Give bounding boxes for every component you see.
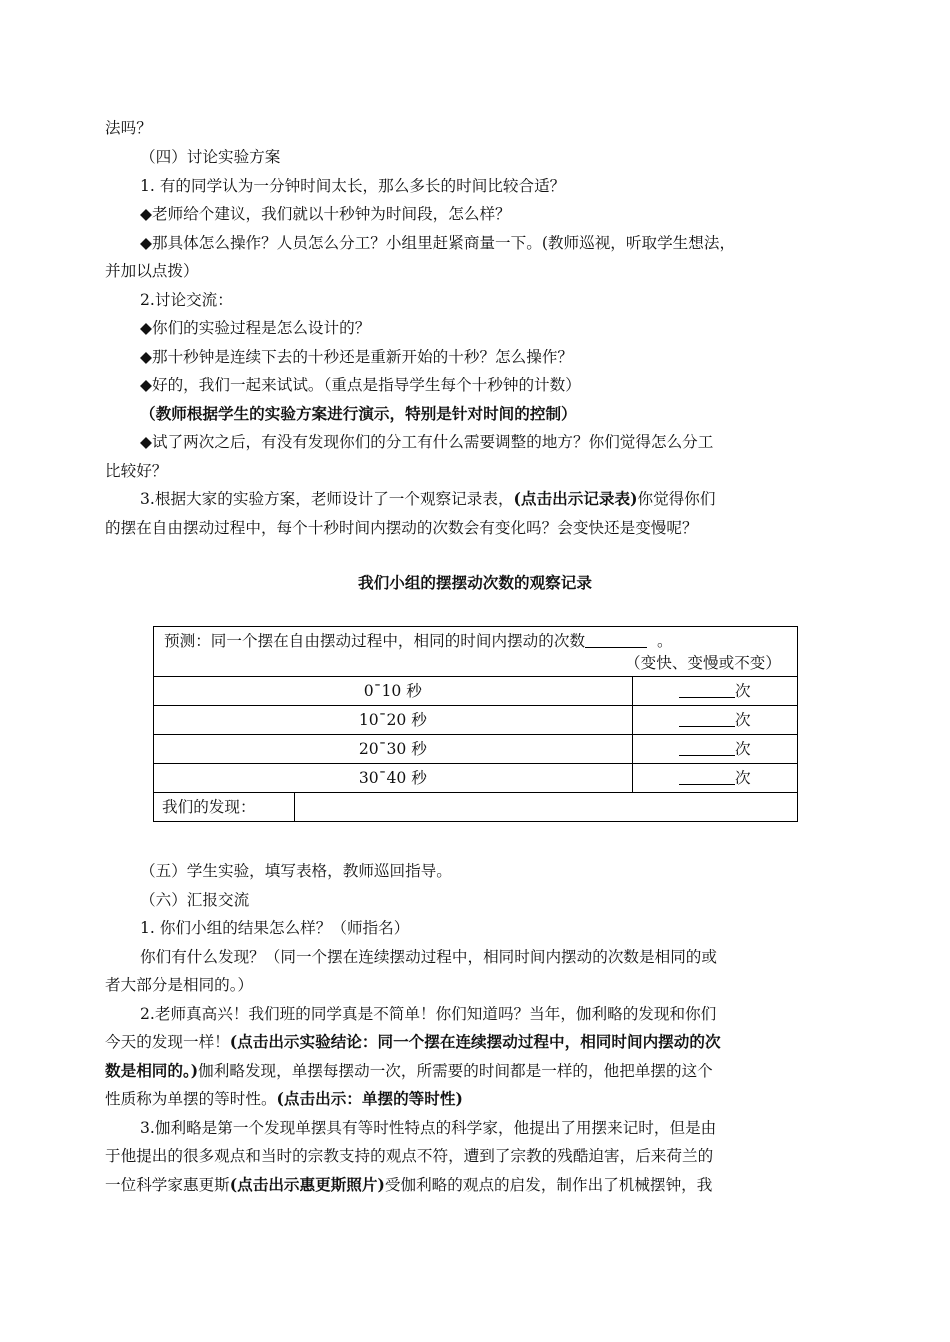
paragraph-line: 并加以点拨）	[105, 262, 199, 280]
count-unit: 次	[735, 682, 751, 700]
paragraph-line	[140, 488, 850, 510]
text-span: 性质称为单摆的等时性。	[105, 1090, 277, 1108]
paragraph-line: 你们有什么发现？（同一个摆在连续摆动过程中，相同时间内摆动的次数是相同的或	[140, 948, 717, 966]
count-blank	[679, 710, 735, 727]
text-span: 你觉得你们	[637, 490, 716, 508]
bullet-line: ◆你们的实验过程是怎么设计的？	[140, 319, 371, 337]
text-span: 一位科学家惠更斯	[105, 1176, 230, 1194]
bold-note: （教师根据学生的实验方案进行演示，特别是针对时间的控制）	[140, 404, 577, 423]
bold-note: 数是相同的。)	[105, 1061, 199, 1080]
prediction-cell	[154, 627, 798, 677]
prediction-options: （变快、变慢或不变）	[625, 654, 781, 672]
paragraph-line: 的摆在自由摆动过程中，每个十秒时间内摆动的次数会有变化吗？会变快还是变慢呢？	[105, 519, 698, 537]
paragraph-line: 者大部分是相同的。）	[105, 976, 254, 994]
table-row	[154, 735, 798, 764]
paragraph-line: 于他提出的很多观点和当时的宗教支持的观点不符，遭到了宗教的残酷迫害，后来荷兰的	[105, 1147, 714, 1165]
prediction-text	[164, 627, 787, 652]
paragraph-line: 2.讨论交流：	[140, 291, 233, 309]
findings-cell	[295, 793, 798, 822]
prediction-label: 预测：同一个摆在自由摆动过程中，相同的时间内摆动的次数	[164, 632, 586, 650]
count-blank	[679, 681, 735, 698]
count-unit: 次	[735, 711, 751, 729]
table-row	[154, 764, 798, 793]
count-cell	[632, 706, 797, 735]
paragraph-line	[105, 1031, 850, 1053]
text-span: 今天的发现一样！	[105, 1033, 230, 1051]
paragraph-line: 1. 你们小组的结果怎么样？（师指名）	[140, 919, 410, 937]
bullet-line: ◆老师给个建议，我们就以十秒钟为时间段，怎么样？	[140, 205, 511, 223]
section-heading-4: （四）讨论实验方案	[140, 148, 281, 166]
bullet-line: ◆那具体怎么操作？人员怎么分工？小组里赶紧商量一下。(教师巡视，听取学生想法，	[140, 234, 736, 252]
bold-note: (点击出示实验结论：同一个摆在连续摆动过程中，相同时间内摆动的次	[229, 1032, 721, 1051]
count-blank	[679, 768, 735, 785]
prediction-row	[154, 627, 798, 677]
bold-note: (点击出示惠更斯照片)	[229, 1175, 385, 1194]
table-row	[154, 706, 798, 735]
time-interval-cell: 20¯30 秒	[154, 735, 633, 764]
paragraph-line	[105, 1174, 850, 1196]
count-blank	[679, 739, 735, 756]
bullet-line: ◆那十秒钟是连续下去的十秒还是重新开始的十秒？怎么操作？	[140, 348, 574, 366]
bullet-line: ◆好的，我们一起来试试。（重点是指导学生每个十秒钟的计数）	[140, 376, 581, 394]
text-span: 受伽利略的观点的启发，制作出了机械摆钟，我	[384, 1176, 713, 1194]
count-cell	[632, 764, 797, 793]
paragraph-line	[105, 1088, 850, 1110]
count-cell	[632, 735, 797, 764]
findings-label: 我们的发现：	[154, 793, 295, 822]
findings-row	[154, 793, 798, 822]
bold-note: (点击出示记录表)	[513, 489, 638, 508]
count-cell	[632, 677, 797, 706]
observation-record-table	[153, 626, 798, 822]
prediction-blank	[585, 631, 647, 648]
paragraph-line: 1. 有的同学认为一分钟时间太长，那么多长的时间比较合适？	[140, 177, 566, 195]
prediction-end: 。	[656, 632, 673, 650]
paragraph-line: 法吗？	[105, 119, 152, 137]
time-interval-cell: 10¯20 秒	[154, 706, 633, 735]
section-heading-5: （五）学生实验，填写表格，教师巡回指导。	[140, 862, 452, 880]
table-caption: 我们小组的摆摆动次数的观察记录	[358, 573, 592, 592]
count-unit: 次	[735, 740, 751, 758]
paragraph-line	[105, 1060, 850, 1082]
text-span: 3.根据大家的实验方案，老师设计了一个观察记录表，	[140, 490, 514, 508]
paragraph-line: 比较好？	[105, 462, 168, 480]
section-heading-6: （六）汇报交流	[140, 891, 250, 909]
paragraph-line: 2.老师真高兴！我们班的同学真是不简单！你们知道吗？当年，伽利略的发现和你们	[140, 1005, 717, 1023]
time-interval-cell: 0¯10 秒	[154, 677, 633, 706]
paragraph-line: 3.伽利略是第一个发现单摆具有等时性特点的科学家，他提出了用摆来记时，但是由	[140, 1119, 717, 1137]
time-interval-cell: 30¯40 秒	[154, 764, 633, 793]
count-unit: 次	[735, 769, 751, 787]
table-row	[154, 677, 798, 706]
bullet-line: ◆试了两次之后，有没有发现你们的分工有什么需要调整的地方？你们觉得怎么分工	[140, 433, 714, 451]
text-span: 伽利略发现，单摆每摆动一次，所需要的时间都是一样的，他把单摆的这个	[198, 1062, 713, 1080]
bold-note: (点击出示：单摆的等时性)	[276, 1089, 463, 1108]
